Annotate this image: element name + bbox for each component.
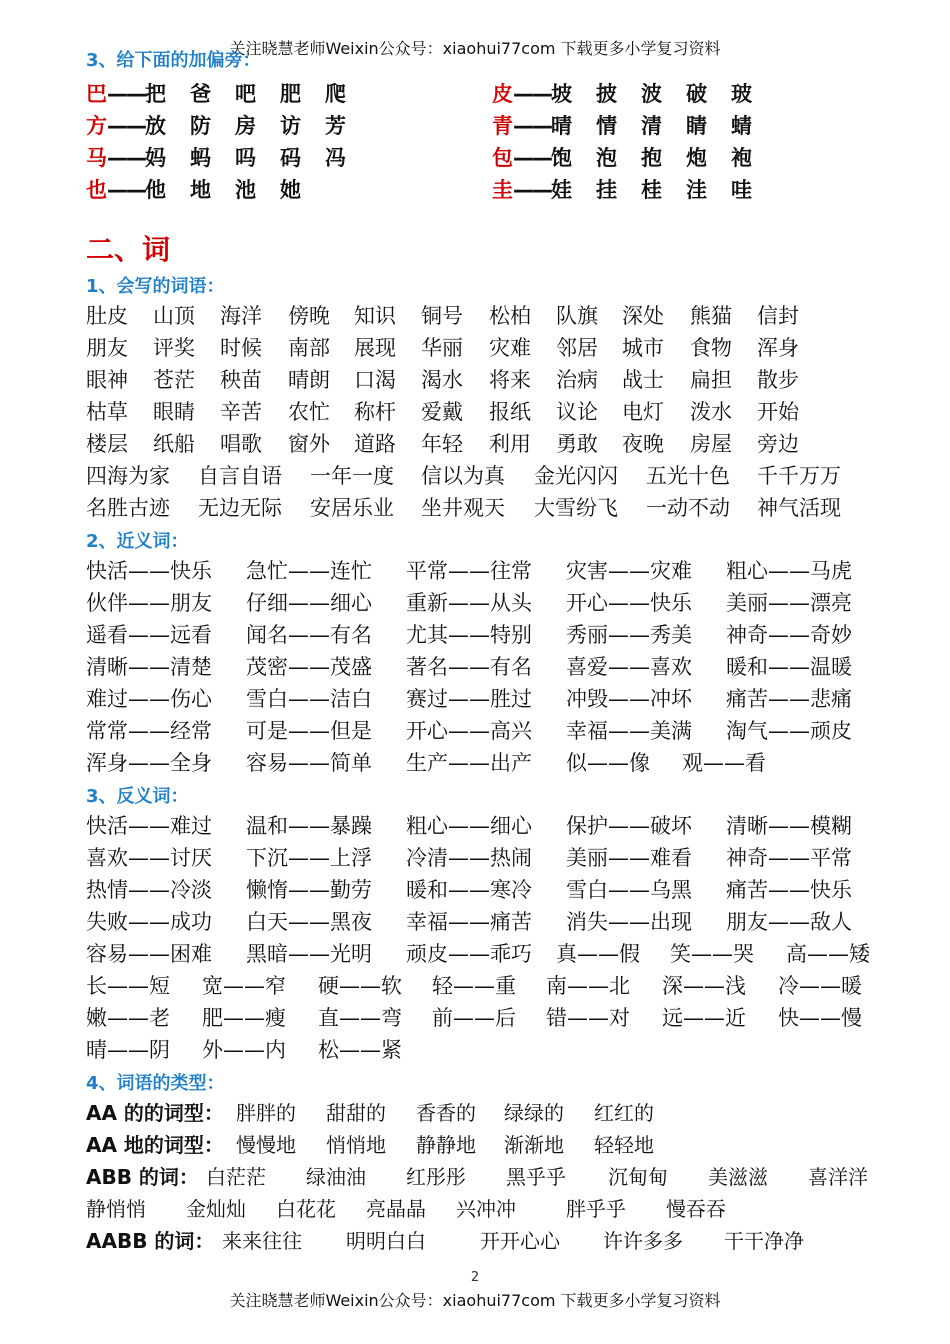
radical-char: 清 <box>641 114 662 138</box>
radical-row <box>86 142 370 172</box>
word-item: 名胜古迹 <box>86 496 170 520</box>
word-item: 眼睛 <box>153 400 195 424</box>
antonym-pair: 前——后 <box>432 1006 516 1030</box>
word-item: 千千万万 <box>757 464 841 488</box>
synonym-pair: 著名——有名 <box>406 655 532 679</box>
word-item: 治病 <box>556 368 598 392</box>
antonym-pair: 深——浅 <box>662 974 746 998</box>
page-header: 关注晓慧老师Weixin公众号：xiaohui77com 下载更多小学复习资料 <box>229 39 721 58</box>
antonym-pair: 嫩——老 <box>86 1006 170 1030</box>
radical-char: 晴 <box>551 114 572 138</box>
word-item: 大雪纷飞 <box>534 496 618 520</box>
radical-dash: —— <box>107 178 145 202</box>
radical-root: 包 <box>492 146 513 170</box>
radical-root: 方 <box>86 114 107 138</box>
antonym-pair: 快——慢 <box>778 1006 862 1030</box>
word-type-item: 胖胖的 <box>236 1101 296 1125</box>
word-item: 旁边 <box>757 432 799 456</box>
word-type-item: 喜洋洋 <box>808 1165 868 1189</box>
word-item: 熊猫 <box>690 304 732 328</box>
radical-char: 挂 <box>596 178 617 202</box>
word-item: 道路 <box>354 432 396 456</box>
word-item: 扁担 <box>690 368 732 392</box>
antonym-pair: 暖和——寒冷 <box>406 878 532 902</box>
word-item: 城市 <box>622 336 664 360</box>
antonym-pair: 美丽——难看 <box>566 846 692 870</box>
antonym-pair: 外——内 <box>202 1038 286 1062</box>
antonym-pair: 轻——重 <box>432 974 516 998</box>
synonym-pair: 常常——经常 <box>86 719 212 743</box>
antonym-pair: 肥——瘦 <box>202 1006 286 1030</box>
synonym-pair: 开心——高兴 <box>406 719 532 743</box>
word-type-item: 慢慢地 <box>236 1133 296 1157</box>
word-item: 傍晚 <box>288 304 330 328</box>
antonym-pair: 消失——出现 <box>566 910 692 934</box>
radical-root: 巴 <box>86 82 107 106</box>
radical-root: 也 <box>86 178 107 202</box>
synonym-pair: 遥看——远看 <box>86 623 212 647</box>
antonym-pair: 长——短 <box>86 974 170 998</box>
radical-row <box>86 174 325 204</box>
radical-row <box>492 142 776 172</box>
word-type-item: 静静地 <box>416 1133 476 1157</box>
antonym-pair: 错——对 <box>546 1006 630 1030</box>
synonym-pair: 快活——快乐 <box>86 559 212 583</box>
word-type-item: 胖乎乎 <box>566 1197 626 1221</box>
synonym-pair: 雪白——洁白 <box>246 687 372 711</box>
synonym-pair: 秀丽——秀美 <box>566 623 692 647</box>
antonym-pair: 雪白——乌黑 <box>566 878 692 902</box>
synonym-pair: 观——看 <box>682 751 766 775</box>
word-item: 山顶 <box>153 304 195 328</box>
word-item: 展现 <box>354 336 396 360</box>
synonym-pair: 似——像 <box>566 751 650 775</box>
antonym-pair: 神奇——平常 <box>726 846 852 870</box>
radical-char: 泡 <box>596 146 617 170</box>
radical-dash: —— <box>107 82 145 106</box>
radical-char: 披 <box>596 82 617 106</box>
synonym-pair: 暖和——温暖 <box>726 655 852 679</box>
synonym-pair: 美丽——漂亮 <box>726 591 852 615</box>
word-item: 神气活现 <box>757 496 841 520</box>
synonym-pair: 急忙——连忙 <box>246 559 372 583</box>
radical-char: 池 <box>235 178 256 202</box>
radical-char: 地 <box>190 178 211 202</box>
word-item: 无边无际 <box>198 496 282 520</box>
word-type-item: 兴冲冲 <box>456 1197 516 1221</box>
word-item: 信以为真 <box>421 464 505 488</box>
word-type-item: 白茫茫 <box>206 1165 266 1189</box>
word-item: 眼神 <box>86 368 128 392</box>
word-item: 将来 <box>489 368 531 392</box>
antonym-pair: 松——紧 <box>318 1038 402 1062</box>
word-item: 战士 <box>622 368 664 392</box>
synonym-pair: 伙伴——朋友 <box>86 591 212 615</box>
word-item: 散步 <box>757 368 799 392</box>
word-type-item: 静悄悄 <box>86 1197 146 1221</box>
radical-root: 马 <box>86 146 107 170</box>
synonym-pair: 清晰——清楚 <box>86 655 212 679</box>
radical-char: 芳 <box>325 114 346 138</box>
word-type-label: AA 的的词型： <box>86 1101 224 1125</box>
word-item: 松柏 <box>489 304 531 328</box>
radical-char: 袍 <box>731 146 752 170</box>
word-item: 枯草 <box>86 400 128 424</box>
synonym-pair: 生产——出产 <box>406 751 532 775</box>
word-item: 自言自语 <box>198 464 282 488</box>
synonym-pair: 幸福——美满 <box>566 719 692 743</box>
antonym-pair: 晴——阴 <box>86 1038 170 1062</box>
word-item: 队旗 <box>556 304 598 328</box>
antonyms-title: 3、反义词： <box>86 786 189 807</box>
antonym-pair: 硬——软 <box>318 974 402 998</box>
word-item: 电灯 <box>622 400 664 424</box>
word-item: 楼层 <box>86 432 128 456</box>
radical-char: 爬 <box>325 82 346 106</box>
radical-char: 蚂 <box>190 146 211 170</box>
word-item: 苍茫 <box>153 368 195 392</box>
word-item: 爱戴 <box>421 400 463 424</box>
radical-row <box>86 110 370 140</box>
word-item: 纸船 <box>153 432 195 456</box>
word-item: 开始 <box>757 400 799 424</box>
radical-char: 码 <box>280 146 301 170</box>
word-type-label: ABB 的词： <box>86 1165 199 1189</box>
synonym-pair: 难过——伤心 <box>86 687 212 711</box>
radical-row <box>86 78 370 108</box>
word-types-title: 4、词语的类型： <box>86 1073 225 1094</box>
radical-char: 波 <box>641 82 662 106</box>
synonym-pair: 重新——从头 <box>406 591 532 615</box>
word-item: 四海为家 <box>86 464 170 488</box>
word-item: 信封 <box>757 304 799 328</box>
radical-dash: —— <box>513 146 551 170</box>
radical-char: 破 <box>686 82 707 106</box>
antonym-pair: 冷清——热闹 <box>406 846 532 870</box>
word-item: 铜号 <box>421 304 463 328</box>
synonym-pair: 痛苦——悲痛 <box>726 687 852 711</box>
word-item: 辛苦 <box>220 400 262 424</box>
radical-char: 桂 <box>641 178 662 202</box>
radical-section-title: 3、给下面的加偏旁： <box>86 50 261 71</box>
synonym-pair: 神奇——奇妙 <box>726 623 852 647</box>
radical-dash: —— <box>107 146 145 170</box>
synonym-pair: 灾害——灾难 <box>566 559 692 583</box>
antonym-pair: 懒惰——勤劳 <box>246 878 372 902</box>
synonym-pair: 冲毁——冲坏 <box>566 687 692 711</box>
synonym-pair: 浑身——全身 <box>86 751 212 775</box>
word-type-item: 绿绿的 <box>504 1101 564 1125</box>
radical-row <box>492 174 776 204</box>
radical-char: 妈 <box>145 146 166 170</box>
synonym-pair: 可是——但是 <box>246 719 372 743</box>
radical-char: 防 <box>190 114 211 138</box>
word-type-item: 开开心心 <box>480 1229 560 1253</box>
word-item: 房屋 <box>690 432 732 456</box>
synonym-pair: 平常——往常 <box>406 559 532 583</box>
radical-char: 情 <box>596 114 617 138</box>
antonym-pair: 喜欢——讨厌 <box>86 846 212 870</box>
radical-char: 坡 <box>551 82 572 106</box>
words-chapter-title: 二、词 <box>86 233 171 266</box>
synonym-pair: 赛过——胜过 <box>406 687 532 711</box>
antonym-pair: 直——弯 <box>318 1006 402 1030</box>
radical-char: 爸 <box>190 82 211 106</box>
radical-root: 皮 <box>492 82 513 106</box>
radical-char: 把 <box>145 82 166 106</box>
word-type-item: 来来往往 <box>222 1229 302 1253</box>
radical-char: 肥 <box>280 82 301 106</box>
word-type-label: AABB 的词： <box>86 1229 215 1253</box>
radical-char: 访 <box>280 114 301 138</box>
write-words-title: 1、会写的词语： <box>86 276 225 297</box>
synonym-pair: 粗心——马虎 <box>726 559 852 583</box>
radical-char: 吗 <box>235 146 256 170</box>
word-item: 勇敢 <box>556 432 598 456</box>
synonym-pair: 闻名——有名 <box>246 623 372 647</box>
word-type-item: 甜甜的 <box>326 1101 386 1125</box>
antonym-pair: 容易——困难 <box>86 942 212 966</box>
radical-root: 圭 <box>492 178 513 202</box>
radical-char: 哇 <box>731 178 752 202</box>
radical-char: 玻 <box>731 82 752 106</box>
word-type-item: 黑乎乎 <box>506 1165 566 1189</box>
antonym-pair: 痛苦——快乐 <box>726 878 852 902</box>
word-item: 一年一度 <box>310 464 394 488</box>
word-type-item: 金灿灿 <box>186 1197 246 1221</box>
radical-row <box>492 110 776 140</box>
synonyms-title: 2、近义词： <box>86 531 189 552</box>
word-item: 时候 <box>220 336 262 360</box>
antonym-pair: 冷——暖 <box>778 974 862 998</box>
word-type-item: 亮晶晶 <box>366 1197 426 1221</box>
word-type-item: 许许多多 <box>603 1229 683 1253</box>
antonym-pair: 清晰——模糊 <box>726 814 852 838</box>
word-type-item: 渐渐地 <box>504 1133 564 1157</box>
word-type-item: 慢吞吞 <box>666 1197 726 1221</box>
word-item: 金光闪闪 <box>534 464 618 488</box>
word-item: 晴朗 <box>288 368 330 392</box>
word-type-label: AA 地的词型： <box>86 1133 224 1157</box>
word-item: 报纸 <box>489 400 531 424</box>
radical-char: 蜻 <box>731 114 752 138</box>
word-item: 秧苗 <box>220 368 262 392</box>
radical-dash: —— <box>513 178 551 202</box>
word-item: 唱歌 <box>220 432 262 456</box>
antonym-pair: 保护——破坏 <box>566 814 692 838</box>
antonym-pair: 真——假 <box>556 942 640 966</box>
word-item: 灾难 <box>489 336 531 360</box>
radical-char: 洼 <box>686 178 707 202</box>
antonym-pair: 笑——哭 <box>670 942 754 966</box>
word-item: 肚皮 <box>86 304 128 328</box>
radical-row <box>492 78 776 108</box>
synonym-pair: 尤其——特别 <box>406 623 532 647</box>
antonym-pair: 高——矮 <box>786 942 870 966</box>
word-type-item: 美滋滋 <box>708 1165 768 1189</box>
word-item: 五光十色 <box>646 464 730 488</box>
word-type-item: 白花花 <box>276 1197 336 1221</box>
radical-root: 青 <box>492 114 513 138</box>
radical-char: 房 <box>235 114 256 138</box>
word-item: 安居乐业 <box>310 496 394 520</box>
radical-char: 她 <box>280 178 301 202</box>
synonym-pair: 容易——简单 <box>246 751 372 775</box>
word-item: 深处 <box>622 304 664 328</box>
antonym-pair: 南——北 <box>546 974 630 998</box>
word-item: 南部 <box>288 336 330 360</box>
word-type-item: 干干净净 <box>724 1229 804 1253</box>
radical-dash: —— <box>513 114 551 138</box>
antonym-pair: 顽皮——乖巧 <box>406 942 532 966</box>
word-item: 坐井观天 <box>421 496 505 520</box>
radical-char: 娃 <box>551 178 572 202</box>
word-item: 华丽 <box>421 336 463 360</box>
word-item: 评奖 <box>153 336 195 360</box>
radical-char: 抱 <box>641 146 662 170</box>
radical-dash: —— <box>513 82 551 106</box>
synonym-pair: 茂密——茂盛 <box>246 655 372 679</box>
word-type-item: 悄悄地 <box>326 1133 386 1157</box>
antonym-pair: 白天——黑夜 <box>246 910 372 934</box>
word-item: 泼水 <box>690 400 732 424</box>
word-item: 朋友 <box>86 336 128 360</box>
word-type-item: 明明白白 <box>346 1229 426 1253</box>
antonym-pair: 远——近 <box>662 1006 746 1030</box>
radical-dash: —— <box>107 114 145 138</box>
word-type-item: 绿油油 <box>306 1165 366 1189</box>
synonym-pair: 喜爱——喜欢 <box>566 655 692 679</box>
radical-char: 放 <box>145 114 166 138</box>
synonym-pair: 淘气——顽皮 <box>726 719 852 743</box>
word-item: 夜晚 <box>622 432 664 456</box>
word-item: 一动不动 <box>646 496 730 520</box>
word-item: 称杆 <box>354 400 396 424</box>
word-item: 邻居 <box>556 336 598 360</box>
word-type-item: 红红的 <box>594 1101 654 1125</box>
word-item: 窗外 <box>288 432 330 456</box>
antonym-pair: 粗心——细心 <box>406 814 532 838</box>
word-item: 口渴 <box>354 368 396 392</box>
word-type-item: 香香的 <box>416 1101 476 1125</box>
antonym-pair: 宽——窄 <box>202 974 286 998</box>
word-item: 渴水 <box>421 368 463 392</box>
radical-char: 冯 <box>325 146 346 170</box>
word-type-item: 沉甸甸 <box>608 1165 668 1189</box>
radical-char: 睛 <box>686 114 707 138</box>
word-item: 海洋 <box>220 304 262 328</box>
word-type-item: 红彤彤 <box>406 1165 466 1189</box>
antonym-pair: 黑暗——光明 <box>246 942 372 966</box>
radical-char: 他 <box>145 178 166 202</box>
radical-char: 炮 <box>686 146 707 170</box>
page-footer: 关注晓慧老师Weixin公众号：xiaohui77com 下载更多小学复习资料 <box>229 1291 721 1310</box>
antonym-pair: 幸福——痛苦 <box>406 910 532 934</box>
radical-char: 吧 <box>235 82 256 106</box>
word-item: 浑身 <box>757 336 799 360</box>
word-type-item: 轻轻地 <box>594 1133 654 1157</box>
radical-char: 饱 <box>551 146 572 170</box>
word-item: 利用 <box>489 432 531 456</box>
word-item: 食物 <box>690 336 732 360</box>
antonym-pair: 失败——成功 <box>86 910 212 934</box>
antonym-pair: 温和——暴躁 <box>246 814 372 838</box>
synonym-pair: 仔细——细心 <box>246 591 372 615</box>
synonym-pair: 开心——快乐 <box>566 591 692 615</box>
antonym-pair: 下沉——上浮 <box>246 846 372 870</box>
word-item: 知识 <box>354 304 396 328</box>
antonym-pair: 快活——难过 <box>86 814 212 838</box>
word-item: 议论 <box>556 400 598 424</box>
antonym-pair: 朋友——敌人 <box>726 910 852 934</box>
word-item: 年轻 <box>421 432 463 456</box>
page-number: 2 <box>470 1270 480 1285</box>
antonym-pair: 热情——冷淡 <box>86 878 212 902</box>
word-item: 农忙 <box>288 400 330 424</box>
